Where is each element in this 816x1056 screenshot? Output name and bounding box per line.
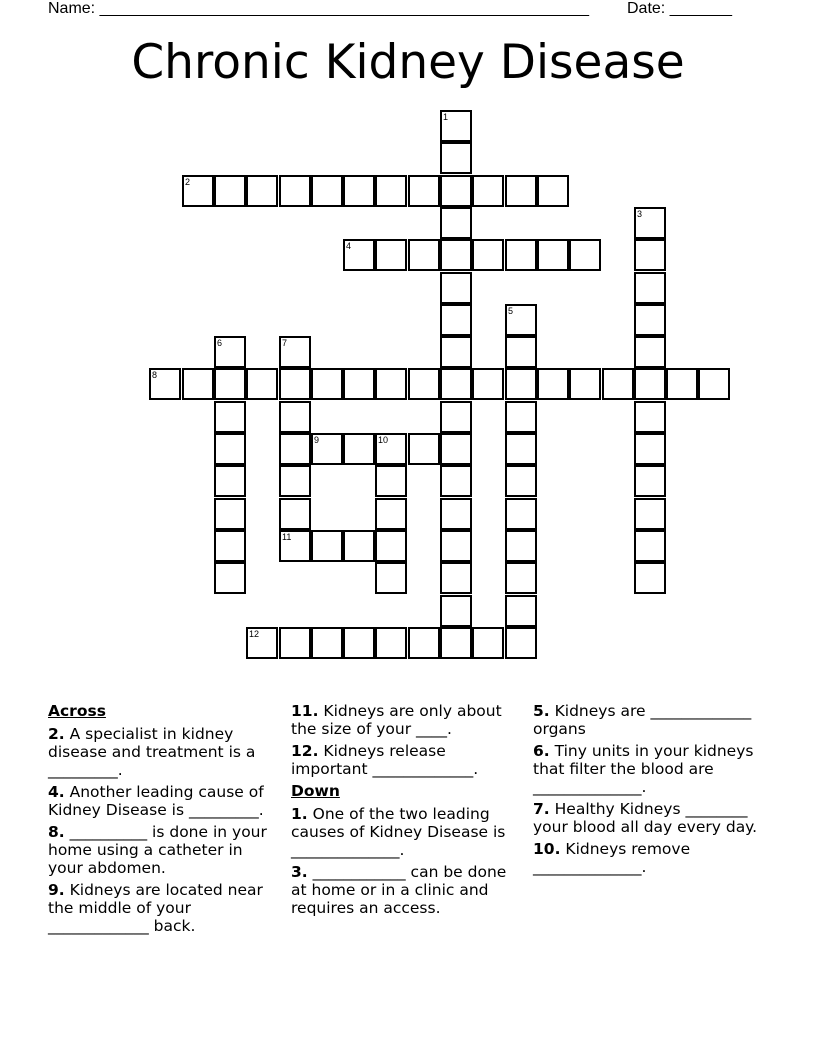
grid-cell[interactable] bbox=[634, 433, 666, 465]
grid-cell[interactable] bbox=[279, 530, 311, 562]
clue-number: 6 bbox=[217, 338, 223, 348]
grid-cell[interactable] bbox=[375, 562, 407, 594]
grid-cell[interactable] bbox=[505, 175, 537, 207]
grid-cell[interactable] bbox=[440, 239, 472, 271]
clue-down-6: 6. Tiny units in your kidneys that filter the blood are ______________. bbox=[533, 742, 754, 796]
grid-cell[interactable] bbox=[343, 239, 375, 271]
grid-cell[interactable] bbox=[279, 627, 311, 659]
grid-cell[interactable] bbox=[505, 498, 537, 530]
grid-cell[interactable] bbox=[279, 433, 311, 465]
grid-cell[interactable] bbox=[214, 433, 246, 465]
grid-cell[interactable] bbox=[440, 207, 472, 239]
grid-cell[interactable] bbox=[440, 175, 472, 207]
grid-cell[interactable] bbox=[634, 465, 666, 497]
grid-cell[interactable] bbox=[279, 368, 311, 400]
grid-cell[interactable] bbox=[505, 304, 537, 336]
grid-cell[interactable] bbox=[343, 627, 375, 659]
grid-cell[interactable] bbox=[375, 530, 407, 562]
grid-cell[interactable] bbox=[440, 368, 472, 400]
grid-cell[interactable] bbox=[472, 368, 504, 400]
grid-cell[interactable] bbox=[440, 304, 472, 336]
grid-cell[interactable] bbox=[440, 110, 472, 142]
clue-across-2: 2. A specialist in kidney disease and treatment is a _________. bbox=[48, 725, 256, 779]
grid-cell[interactable] bbox=[246, 368, 278, 400]
grid-cell[interactable] bbox=[537, 175, 569, 207]
grid-cell[interactable] bbox=[472, 627, 504, 659]
clue-down-5: 5. Kidneys are _____________ organs bbox=[533, 702, 752, 738]
grid-cell[interactable] bbox=[440, 401, 472, 433]
grid-cell[interactable] bbox=[214, 562, 246, 594]
grid-cell[interactable] bbox=[408, 239, 440, 271]
grid-cell[interactable] bbox=[182, 175, 214, 207]
grid-cell[interactable] bbox=[634, 336, 666, 368]
clue-across-8: 8. __________ is done in your home using a catheter in your abdomen. bbox=[48, 823, 267, 877]
grid-cell[interactable] bbox=[214, 368, 246, 400]
grid-cell[interactable] bbox=[311, 627, 343, 659]
grid-cell[interactable] bbox=[440, 627, 472, 659]
clues-column-1 bbox=[48, 702, 280, 939]
clue-across-9: 9. Kidneys are located near the middle of your _____________ back. bbox=[48, 881, 263, 935]
grid-cell[interactable] bbox=[698, 368, 730, 400]
grid-cell[interactable] bbox=[375, 498, 407, 530]
clue-number: 4 bbox=[346, 241, 352, 251]
clue-down-10: 10. Kidneys remove ______________. bbox=[533, 840, 691, 876]
grid-cell[interactable] bbox=[634, 207, 666, 239]
clue-number: 10 bbox=[378, 435, 389, 445]
clue-down-1: 1. One of the two leading causes of Kidney Disease is ______________. bbox=[291, 805, 506, 859]
grid-cell[interactable] bbox=[505, 595, 537, 627]
grid-cell[interactable] bbox=[214, 175, 246, 207]
grid-cell[interactable] bbox=[311, 368, 343, 400]
clue-down-7: 7. Healthy Kidneys ________ your blood all day every day. bbox=[533, 800, 758, 836]
grid-cell[interactable] bbox=[569, 239, 601, 271]
grid-cell[interactable] bbox=[279, 498, 311, 530]
grid-cell[interactable] bbox=[505, 530, 537, 562]
grid-cell[interactable] bbox=[408, 175, 440, 207]
name-field[interactable]: Name: _______________________________________________________ bbox=[48, 0, 589, 17]
grid-cell[interactable] bbox=[440, 595, 472, 627]
grid-cell[interactable] bbox=[311, 175, 343, 207]
grid-cell[interactable] bbox=[182, 368, 214, 400]
grid-cell[interactable] bbox=[505, 465, 537, 497]
grid-cell[interactable] bbox=[602, 368, 634, 400]
grid-cell[interactable] bbox=[634, 562, 666, 594]
grid-cell[interactable] bbox=[634, 401, 666, 433]
grid-cell[interactable] bbox=[634, 530, 666, 562]
grid-cell[interactable] bbox=[343, 175, 375, 207]
grid-cell[interactable] bbox=[440, 530, 472, 562]
grid-cell[interactable] bbox=[472, 239, 504, 271]
grid-cell[interactable] bbox=[214, 336, 246, 368]
clue-number: 2 bbox=[185, 177, 191, 187]
puzzle-title: Chronic Kidney Disease bbox=[131, 35, 685, 90]
grid-cell[interactable] bbox=[279, 175, 311, 207]
grid-cell[interactable] bbox=[440, 465, 472, 497]
grid-cell[interactable] bbox=[505, 368, 537, 400]
grid-cell[interactable] bbox=[505, 336, 537, 368]
clue-number: 3 bbox=[637, 209, 643, 219]
grid-cell[interactable] bbox=[634, 239, 666, 271]
grid-cell[interactable] bbox=[279, 336, 311, 368]
grid-cell[interactable] bbox=[214, 401, 246, 433]
grid-cell[interactable] bbox=[440, 336, 472, 368]
grid-cell[interactable] bbox=[343, 433, 375, 465]
header bbox=[48, 0, 768, 18]
grid-cell[interactable] bbox=[279, 401, 311, 433]
clue-across-12: 12. Kidneys release important _____________. bbox=[291, 742, 479, 778]
clues-column-3 bbox=[533, 702, 773, 880]
grid-cell[interactable] bbox=[440, 498, 472, 530]
grid-cell[interactable] bbox=[634, 498, 666, 530]
grid-cell[interactable] bbox=[246, 627, 278, 659]
clue-number: 5 bbox=[508, 306, 514, 316]
grid-cell[interactable] bbox=[343, 368, 375, 400]
grid-cell[interactable] bbox=[440, 272, 472, 304]
grid-cell[interactable] bbox=[214, 465, 246, 497]
grid-cell[interactable] bbox=[375, 433, 407, 465]
grid-cell[interactable] bbox=[634, 368, 666, 400]
date-field[interactable]: Date: _______ bbox=[627, 0, 732, 17]
grid-cell[interactable] bbox=[408, 627, 440, 659]
grid-cell[interactable] bbox=[505, 562, 537, 594]
clue-across-4: 4. Another leading cause of Kidney Disease is _________. bbox=[48, 783, 264, 819]
grid-cell[interactable] bbox=[375, 627, 407, 659]
grid-cell[interactable] bbox=[440, 142, 472, 174]
clue-across-11: 11. Kidneys are only about the size of your ____. bbox=[291, 702, 502, 738]
grid-cell[interactable] bbox=[440, 562, 472, 594]
clue-number: 8 bbox=[152, 370, 158, 380]
grid-cell[interactable] bbox=[537, 239, 569, 271]
grid-cell[interactable] bbox=[505, 627, 537, 659]
grid-cell[interactable] bbox=[634, 304, 666, 336]
clue-number: 7 bbox=[282, 338, 288, 348]
clues-column-2 bbox=[291, 702, 523, 921]
clue-number: 9 bbox=[314, 435, 320, 445]
grid-cell[interactable] bbox=[505, 239, 537, 271]
clue-down-3: 3. ____________ can be done at home or in a clinic and requires an access. bbox=[291, 863, 507, 917]
clue-number: 12 bbox=[249, 629, 260, 639]
grid-cell[interactable] bbox=[375, 465, 407, 497]
grid-cell[interactable] bbox=[214, 530, 246, 562]
grid-cell[interactable] bbox=[311, 433, 343, 465]
grid-cell[interactable] bbox=[472, 175, 504, 207]
grid-cell[interactable] bbox=[375, 368, 407, 400]
grid-cell[interactable] bbox=[279, 465, 311, 497]
grid-cell[interactable] bbox=[569, 368, 601, 400]
grid-cell[interactable] bbox=[246, 175, 278, 207]
grid-cell[interactable] bbox=[149, 368, 181, 400]
grid-cell[interactable] bbox=[343, 530, 375, 562]
grid-cell[interactable] bbox=[505, 401, 537, 433]
grid-cell[interactable] bbox=[505, 433, 537, 465]
grid-cell[interactable] bbox=[666, 368, 698, 400]
grid-cell[interactable] bbox=[537, 368, 569, 400]
grid-cell[interactable] bbox=[408, 368, 440, 400]
grid-cell[interactable] bbox=[375, 175, 407, 207]
grid-cell[interactable] bbox=[634, 272, 666, 304]
clue-number: 1 bbox=[443, 112, 449, 122]
grid-cell[interactable] bbox=[375, 239, 407, 271]
grid-cell[interactable] bbox=[408, 433, 440, 465]
clue-number: 11 bbox=[282, 532, 292, 542]
across-heading: Across bbox=[48, 702, 106, 720]
grid-cell[interactable] bbox=[214, 498, 246, 530]
grid-cell[interactable] bbox=[311, 530, 343, 562]
down-heading: Down bbox=[291, 782, 340, 800]
grid-cell[interactable] bbox=[440, 433, 472, 465]
